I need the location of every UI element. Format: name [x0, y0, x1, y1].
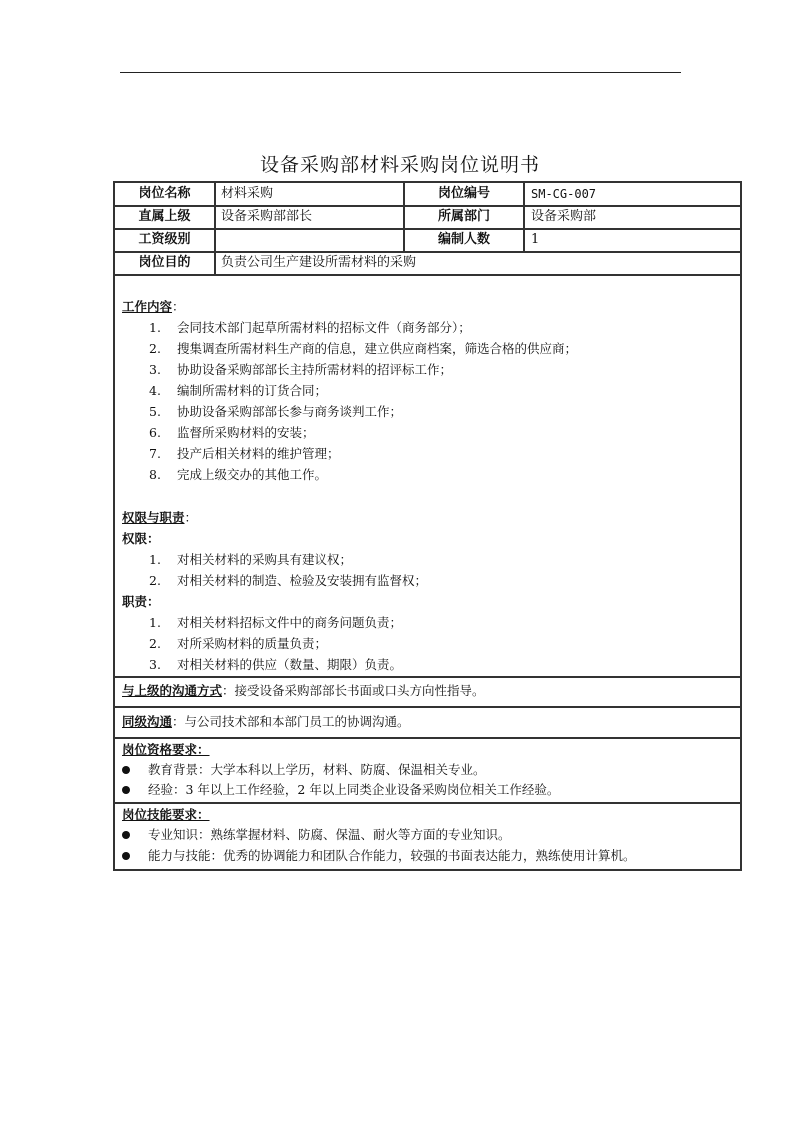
rights-item: 1. 对相关材料的采购具有建议权； — [149, 552, 353, 567]
work-item: 2. 搜集调查所需材料生产商的信息，建立供应商档案，筛选合格的供应商； — [149, 341, 578, 356]
work-item: 7. 投产后相关材料的维护管理； — [149, 446, 340, 461]
salary-grade-label: 工资级别 — [138, 232, 191, 247]
section-divider — [115, 676, 740, 678]
department-label: 所属部门 — [437, 209, 490, 224]
skills-heading: 岗位技能要求： — [122, 807, 210, 822]
grid-line — [214, 183, 216, 276]
department-value: 设备采购部 — [531, 209, 597, 224]
qualification-item: 经验：3 年以上工作经验，2 年以上同类企业设备采购岗位相关工作经验。 — [122, 780, 559, 800]
duties-item: 2. 对所采购材料的质量负责； — [149, 636, 328, 651]
duties-item: 1. 对相关材料招标文件中的商务问题负责； — [149, 615, 403, 630]
skills-item: 能力与技能：优秀的协调能力和团队合作能力，较强的书面表达能力，熟练使用计算机。 — [122, 846, 636, 866]
work-item: 1. 会同技术部门起草所需材料的招标文件（商务部分）； — [149, 320, 471, 335]
peer-communication: 同级沟通：与公司技术部和本部门员工的协调沟通。 — [122, 714, 410, 729]
rights-item: 2. 对相关材料的制造、检验及安装拥有监督权； — [149, 573, 428, 588]
page-title: 设备采购部材料采购岗位说明书 — [259, 154, 540, 176]
header-rule — [120, 72, 681, 73]
skills-item: 专业知识：熟练掌握材料、防腐、保温、耐火等方面的专业知识。 — [122, 825, 511, 845]
bullet-icon — [122, 766, 130, 774]
section-divider — [115, 802, 740, 804]
grid-line — [523, 183, 525, 251]
work-item: 5. 协助设备采购部部长参与商务谈判工作； — [149, 404, 403, 419]
job-description-table — [113, 181, 742, 871]
work-heading: 工作内容： — [122, 299, 185, 314]
position-name-value: 材料采购 — [221, 186, 274, 201]
upward-communication: 与上级的沟通方式：接受设备采购部部长书面或口头方向性指导。 — [122, 683, 485, 698]
supervisor-value: 设备采购部部长 — [221, 209, 313, 224]
work-item: 4. 编制所需材料的订货合同； — [149, 383, 328, 398]
qualification-item: 教育背景：大学本科以上学历，材料、防腐、保温相关专业。 — [122, 760, 486, 780]
duties-item: 3. 对相关材料的供应（数量、期限）负责。 — [149, 657, 403, 672]
position-code-label: 岗位编号 — [437, 186, 490, 201]
rights-label: 权限： — [122, 531, 160, 546]
purpose-value: 负责公司生产建设所需材料的采购 — [221, 255, 417, 270]
work-item: 6. 监督所采购材料的安装； — [149, 425, 315, 440]
work-item: 3. 协助设备采购部部长主持所需材料的招评标工作； — [149, 362, 453, 377]
purpose-label: 岗位目的 — [138, 255, 191, 270]
grid-line — [115, 274, 740, 276]
bullet-icon — [122, 852, 130, 860]
authority-heading: 权限与职责： — [122, 510, 198, 525]
headcount-label: 编制人数 — [437, 232, 490, 247]
qualification-heading: 岗位资格要求： — [122, 742, 210, 757]
supervisor-label: 直属上级 — [138, 209, 191, 224]
bullet-icon — [122, 831, 130, 839]
duties-label: 职责： — [122, 594, 160, 609]
work-item: 8. 完成上级交办的其他工作。 — [149, 467, 328, 482]
section-divider — [115, 737, 740, 739]
headcount-value: 1 — [531, 232, 540, 247]
position-code-value: SM-CG-007 — [531, 187, 597, 201]
bullet-icon — [122, 786, 130, 794]
position-name-label: 岗位名称 — [138, 186, 191, 201]
section-divider — [115, 706, 740, 708]
